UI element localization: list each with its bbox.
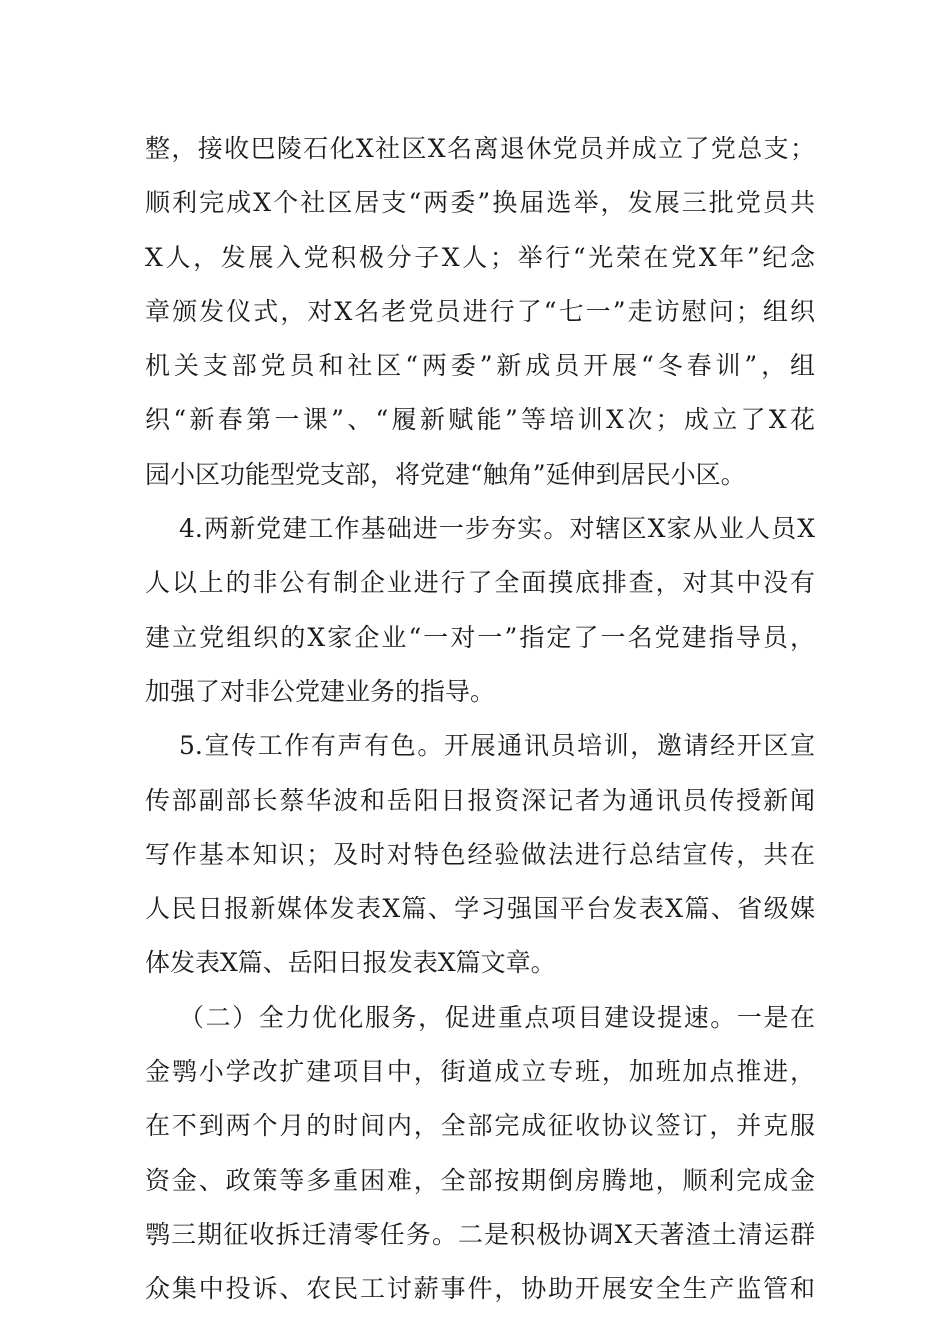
text-line: X人，发展入党积极分子X人；举行“光荣在党X年”纪念 bbox=[145, 242, 815, 272]
text-line: 众集中投诉、农民工讨薪事件，协助开展安全生产监管和 bbox=[145, 1274, 815, 1304]
text-line: 人以上的非公有制企业进行了全面摸底排查，对其中没有 bbox=[145, 568, 815, 598]
text-line: 金鹗小学改扩建项目中，街道成立专班，加班加点推进， bbox=[145, 1057, 815, 1087]
body-text bbox=[145, 122, 815, 1317]
text-line: 人民日报新媒体发表X篇、学习强国平台发表X篇、省级媒 bbox=[145, 894, 815, 924]
text-line: 写作基本知识；及时对特色经验做法进行总结宣传，共在 bbox=[145, 839, 815, 869]
text-line: 加强了对非公党建业务的指导。 bbox=[145, 676, 496, 706]
text-line: 鹗三期征收拆迁清零任务。二是积极协调X天著渣土清运群 bbox=[145, 1219, 815, 1249]
text-line: 顺利完成X个社区居支“两委”换届选举，发展三批党员共 bbox=[145, 188, 815, 218]
text-line: 机关支部党员和社区“两委”新成员开展“冬春训”，组 bbox=[145, 351, 815, 381]
text-line: 织“新春第一课”、“履新赋能”等培训X次；成立了X花 bbox=[145, 405, 815, 435]
text-line: 园小区功能型党支部，将党建“触角”延伸到居民小区。 bbox=[145, 459, 746, 489]
text-line: 建立党组织的X家企业“一对一”指定了一名党建指导员， bbox=[145, 622, 815, 652]
section-heading-line: （二）全力优化服务，促进重点项目建设提速。一是在 bbox=[179, 1002, 815, 1032]
paragraph-heading-line: 4.两新党建工作基础进一步夯实。对辖区X家从业人员X bbox=[179, 514, 815, 544]
text-line: 传部副部长蔡华波和岳阳日报资深记者为通讯员传授新闻 bbox=[145, 785, 815, 815]
text-line: 在不到两个月的时间内，全部完成征收协议签订，并克服 bbox=[145, 1111, 815, 1141]
text-line: 整，接收巴陵石化X社区X名离退休党员并成立了党总支； bbox=[145, 134, 815, 163]
paragraph-heading-line: 5.宣传工作有声有色。开展通讯员培训，邀请经开区宣 bbox=[179, 731, 815, 761]
text-line: 资金、政策等多重困难，全部按期倒房腾地，顺利完成金 bbox=[145, 1165, 815, 1195]
text-line: 章颁发仪式，对X名老党员进行了“七一”走访慰问；组织 bbox=[145, 296, 815, 326]
text-line: 体发表X篇、岳阳日报发表X篇文章。 bbox=[145, 948, 556, 978]
